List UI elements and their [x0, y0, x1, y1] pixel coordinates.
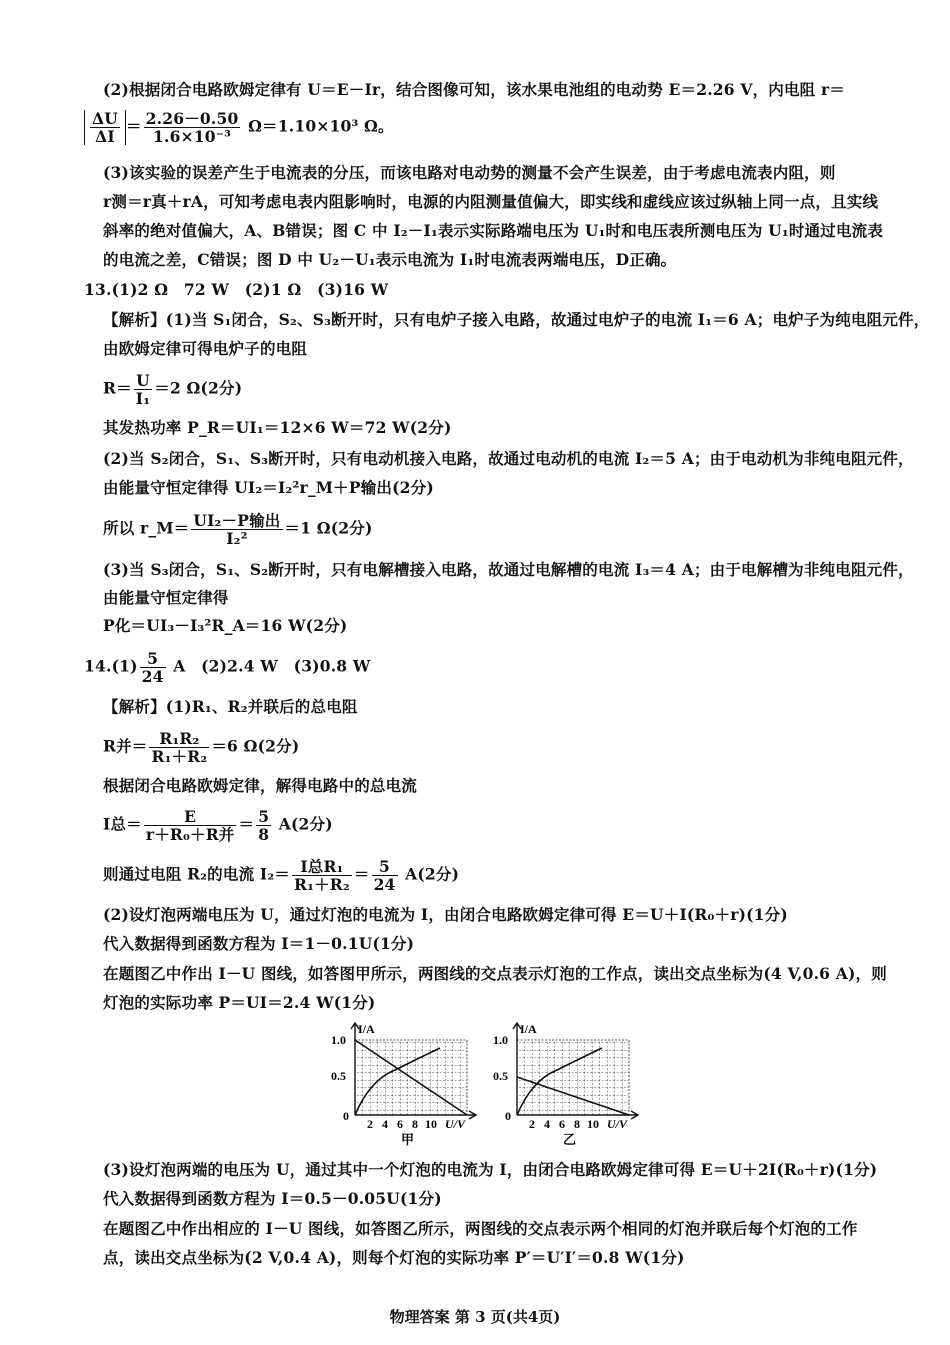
x-tick-6: 6 [397, 1117, 403, 1131]
q14-answer: 14.(1) $\frac{5}{24}$ A (2)2.4 W (3)0.8 W [84, 649, 371, 686]
origin-label: 0 [343, 1109, 349, 1123]
q14-line-b3: 在题图乙中作出 I－U 图线，如答图甲所示，两图线的交点表示灯泡的工作点，读出交点坐标为(4 V,0.6 A)，则 [103, 964, 887, 983]
q14-line-1: 【解析】(1)R₁、R₂并联后的总电阻 [103, 697, 358, 716]
abs-value: $\frac{\Delta U}{\Delta I}$ [84, 110, 126, 145]
p12-line-3: (3)该实验的误差产生于电流表的分压，而该电路对电动势的测量不会产生误差，由于考虑电流表内阻，则 [103, 163, 836, 182]
x-axis-label: U/V [607, 1117, 628, 1131]
p12-line-6: 的电流之差，C错误；图 D 中 U₂－U₁表示电流为 I₁时电流表两端电压，D正确。 [103, 250, 677, 269]
q13-answer: 13.(1)2 Ω 72 W (2)1 Ω (3)16 W [84, 280, 389, 299]
fraction: $\frac{2.26-0.50}{\text{1.6×10⁻³}}$ [145, 109, 239, 146]
origin-label: 0 [505, 1109, 511, 1123]
q13-line-2: 由欧姆定律可得电炉子的电阻 [103, 339, 308, 358]
p12-line-4: r测＝r真＋rA，可知考虑电表内阻影响时，电源的内阻测量值偏大，即实线和虚线应该过纵轴上同一点，且实线 [103, 192, 879, 211]
graph-jia [331, 1022, 476, 1147]
q14-line-b4: 灯泡的实际功率 P＝UI＝2.4 W(1分) [103, 993, 376, 1012]
q13-line-4: 其发热功率 P_R＝UI₁＝12×6 W＝72 W(2分) [103, 418, 452, 437]
graph-yi [493, 1022, 638, 1147]
y-tick-1: 1.0 [493, 1033, 508, 1047]
q14-line-c1: (3)设灯泡两端的电压为 U，通过其中一个灯泡的电流为 I，由闭合电路欧姆定律可得 E＝U＋2I(R₀＋r)(1分) [103, 1160, 878, 1179]
y-axis-label: I/A [520, 1022, 537, 1036]
q14-line-c3: 在题图乙中作出相应的 I－U 图线，如答图乙所示，两图线的交点表示两个相同的灯泡并联后每个灯泡的工作 [103, 1219, 858, 1238]
q13-line-6: 由能量守恒定律得 UI₂＝I₂²r_M＋P输出(2分) [103, 478, 434, 497]
x-tick-10: 10 [587, 1117, 599, 1131]
caption-yi: 乙 [563, 1132, 577, 1147]
q14-line-c4: 点，读出交点坐标为(2 V,0.4 A)，则每个灯泡的实际功率 P′＝U′I′＝0.8 W(1分) [103, 1248, 685, 1267]
x-tick-8: 8 [574, 1117, 580, 1131]
q13-line-9: 由能量守恒定律得 [103, 588, 229, 607]
q14-line-3: 根据闭合电路欧姆定律，解得电路中的总电流 [103, 776, 418, 795]
y-tick-1: 1.0 [331, 1033, 346, 1047]
x-tick-4: 4 [382, 1117, 388, 1131]
q14-line-c2: 代入数据得到函数方程为 I＝0.5－0.05U(1分) [103, 1189, 442, 1208]
y-tick-05: 0.5 [493, 1069, 508, 1083]
caption-jia: 甲 [401, 1132, 415, 1147]
p12-line-1: (2)根据闭合电路欧姆定律有 U＝E－Ir，结合图像可知，该水果电池组的电动势 E＝2.26 V，内电阻 r＝ [103, 80, 846, 99]
x-tick-10: 10 [425, 1117, 437, 1131]
q14-line-b1: (2)设灯泡两端电压为 U，通过灯泡的电流为 I，由闭合电路欧姆定律可得 E＝U＋I(R₀＋r)(1分) [103, 905, 788, 924]
q14-formula-i2: 则通过电阻 R₂的电流 I₂＝ $\frac{\text{I总R₁}}{\text{R₁＋R₂}}$ ＝ $\frac{5}{24}$ A(2分) [103, 857, 460, 894]
x-tick-4: 4 [544, 1117, 550, 1131]
p12-line-5: 斜率的绝对值偏大，A、B错误；图 C 中 I₂－I₁表示实际路端电压为 U₁时和电压表所测电压为 U₁时通过电流表 [103, 221, 884, 240]
q13-formula-rm: 所以 r_M＝ $\frac{\text{UI₂－P输出}}{\text{I₂²}}$ ＝1 Ω(2分) [103, 511, 373, 548]
x-axis-label: U/V [445, 1117, 466, 1131]
x-tick-8: 8 [412, 1117, 418, 1131]
p12-line-2: $\frac{\Delta U}{\Delta I}$ ＝ $\frac{2.26-0.50}{\text{1.6×10⁻³}}$ Ω＝1.10×10³ Ω。 [84, 110, 394, 145]
q14-formula-rp: R并＝ $\frac{\text{R₁R₂}}{\text{R₁＋R₂}}$ ＝6 Ω(2分) [103, 729, 300, 766]
q13-line-10: P化＝UI₃－I₃²R_A＝16 W(2分) [103, 616, 348, 635]
q14-formula-itotal: I总＝ $\frac{E}{\text{r＋R₀＋R并}}$ ＝ $\frac{5}{8}$ A(2分) [103, 807, 333, 844]
q13-line-1: 【解析】(1)当 S₁闭合，S₂、S₃断开时，只有电炉子接入电路，故通过电炉子的电流 I₁＝6 A；电炉子为纯电阻元件， [103, 310, 930, 329]
x-tick-6: 6 [559, 1117, 565, 1131]
y-axis-label: I/A [358, 1022, 375, 1036]
q13-formula-r: R＝ $\frac{U}{\text{I₁}}$ ＝2 Ω(2分) [103, 371, 243, 408]
q13-line-8: (3)当 S₃闭合，S₁、S₂断开时，只有电解槽接入电路，故通过电解槽的电流 I₃＝4 A；由于电解槽为非纯电阻元件， [103, 560, 914, 579]
graphs-figure [325, 1020, 645, 1150]
q14-line-b2: 代入数据得到函数方程为 I＝1－0.1U(1分) [103, 934, 415, 953]
y-tick-05: 0.5 [331, 1069, 346, 1083]
page-footer: 物理答案 第 3 页(共4页) [389, 1308, 561, 1326]
x-tick-2: 2 [367, 1117, 373, 1131]
x-tick-2: 2 [529, 1117, 535, 1131]
q13-line-5: (2)当 S₂闭合，S₁、S₃断开时，只有电动机接入电路，故通过电动机的电流 I₂＝5 A；由于电动机为非纯电阻元件， [103, 449, 914, 468]
